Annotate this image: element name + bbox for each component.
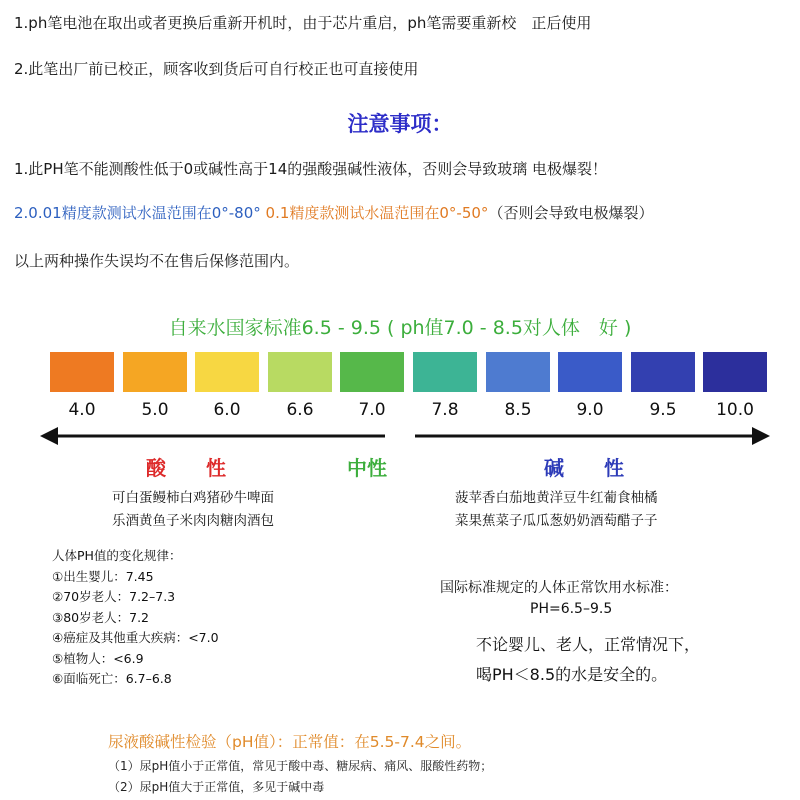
body-ph-rule-2: ②70岁老人：7.2–7.3 [52,589,176,604]
ph-swatch-9.5 [631,352,695,392]
acid-foods-row-1: 可白蛋鳗柿白鸡猪砂牛啤面 [112,490,274,506]
alkaline-foods-row-2: 菜果蕉菜子瓜瓜葱奶奶酒萄醋子子 [455,513,658,529]
body-ph-rule-1: ①出生婴儿：7.45 [52,568,154,584]
body-ph-rules-title: 人体PH值的变化规律： [52,548,182,563]
ph-swatch-7.0 [340,352,404,392]
urine-line-2: （2）尿pH值大于正常值，多见于碱中毒 [108,780,325,794]
ph-swatch-9.0 [558,352,622,392]
ph-tick-label: 4.0 [68,400,96,420]
ph-tick-label: 8.5 [504,400,532,420]
note-line-1: 1.ph笔电池在取出或者更换后重新开机时，由于芯片重启，ph笔需要重新校 正后使用 [14,14,592,32]
notice-item-1: 1.此PH笔不能测酸性低于0或碱性高于14的强酸强碱性液体，否则会导致玻璃 电极爆裂！ [14,160,608,178]
acid-foods-row-2: 乐酒黄鱼子米肉肉糖肉酒包 [112,513,274,529]
safe-line-1: 不论婴儿、老人，正常情况下， [476,635,701,654]
ph-tick-label: 6.6 [286,400,314,420]
ph-swatch-10.0 [703,352,767,392]
notice-title: 注意事项： [347,112,453,136]
tap-water-standard-title: 自来水国家标准6.5 - 9.5 ( ph值7.0 - 8.5对人体 好 ) [168,317,632,339]
notice-item-2-c: （否则会导致电极爆裂） [488,204,654,222]
alkaline-foods-row-1: 菠苹香白茄地黄洋豆牛红葡食柚橘 [455,490,658,506]
ph-tick-label: 7.0 [358,400,386,420]
note-line-2: 2.此笔出厂前已校正，顾客收到货后可自行校正也可直接使用 [14,60,419,78]
ph-tick-label: 9.0 [576,400,604,420]
body-ph-rule-3: ③80岁老人：7.2 [52,609,149,625]
alkaline-foods [455,487,658,533]
ph-swatch-6.0 [195,352,259,392]
ph-tick-label: 7.8 [431,400,459,420]
ph-tick-label: 5.0 [141,400,169,420]
body-ph-rule-4: ④癌症及其他重大疾病：<7.0 [52,630,219,645]
notice-item-2 [14,202,653,223]
safe-line-2: 喝PH＜8.5的水是安全的。 [476,665,668,684]
ph-swatch-8.5 [486,352,550,392]
alkaline-arrow [415,424,775,448]
body-ph-rule-6: ⑥面临死亡：6.7–6.8 [52,671,172,686]
ph-swatch-5.0 [123,352,187,392]
notice-item-2-b: 0.1精度款测试水温范围在0°-50° [260,204,489,222]
ph-tick-label: 10.0 [716,400,754,420]
neutral-label: 中性 [347,456,387,480]
ph-tick-label: 9.5 [649,400,677,420]
notice-item-2-a: 2.0.01精度款测试水温范围在0°-80° [14,204,261,222]
body-ph-rules [52,546,219,690]
urine-line-1: （1）尿pH值小于正常值，常见于酸中毒、糖尿病、痛风、服酸性药物； [108,759,493,773]
ph-swatch-7.8 [413,352,477,392]
acid-foods [112,487,274,533]
ph-tick-label: 6.0 [213,400,241,420]
ph-swatch-4.0 [50,352,114,392]
urine-title: 尿液酸碱性检验（pH值）：正常值：在5.5-7.4之间。 [108,733,472,751]
intl-standard-value: PH=6.5–9.5 [530,601,613,617]
acid-arrow [40,424,390,448]
acid-label: 酸 性 [146,456,226,480]
alkaline-label: 碱 性 [544,456,624,480]
notice-item-3: 以上两种操作失误均不在售后保修范围内。 [14,252,300,270]
intl-standard-title: 国际标准规定的人体正常饮用水标准： [440,580,678,596]
body-ph-rule-5: ⑤植物人：<6.9 [52,650,144,666]
ph-swatch-6.6 [268,352,332,392]
